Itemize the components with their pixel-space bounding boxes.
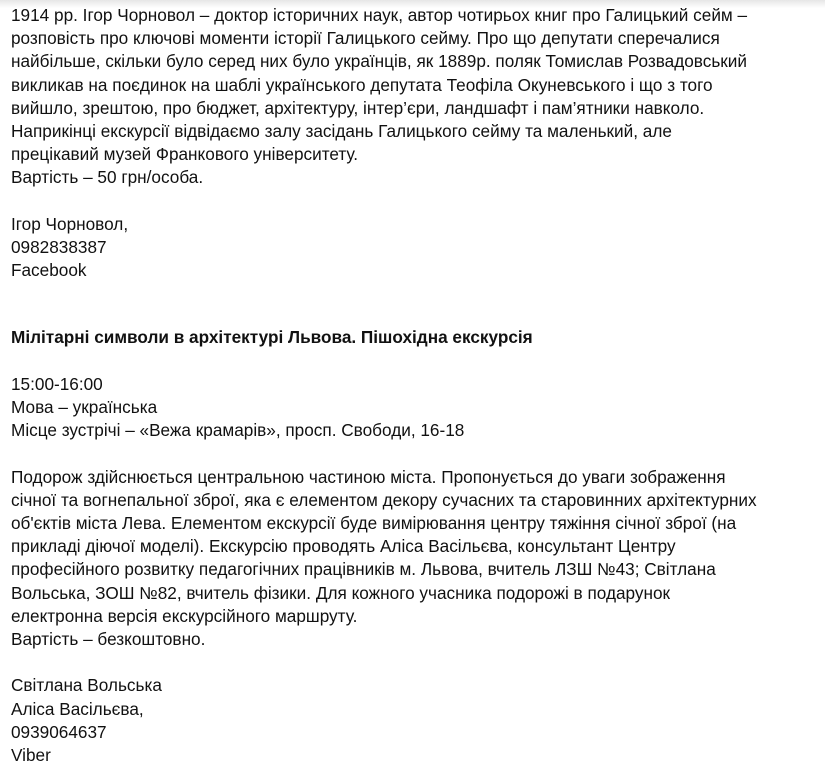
contact-channel: Facebook	[11, 260, 87, 281]
description-line: електронна версія екскурсійного маршруту.	[11, 605, 358, 626]
contact-name: Аліса Васільєва,	[11, 698, 144, 719]
spacer	[11, 350, 821, 373]
price-text: Вартість – 50 грн/особа.	[11, 167, 204, 188]
meeting-place: Місце зустрічі – «Вежа крамарів», просп. Свободи, 16-18	[11, 420, 465, 441]
contact-channel: Viber	[11, 745, 51, 766]
description-line: об'єктів міста Лева. Елементом екскурсії буде вимірювання центру тяжіння січної зброї (на	[11, 513, 737, 534]
description-line: прикладі діючої моделі). Екскурсію проводять Аліса Васільєва, консультант Центру	[11, 536, 676, 557]
description-line: 1914 рр. Ігор Чорновол – доктор історичних наук, автор чотирьох книг про Галицький сейм –	[11, 5, 748, 25]
description-line: Вольська, ЗОШ №82, вчитель фізики. Для кожного учасника подорожі в подарунок	[11, 582, 671, 603]
contact-name: Ігор Чорновол,	[11, 213, 129, 234]
description-line: найбільше, скільки було серед них було українців, як 1889р. поляк Томислав Розвадовський	[11, 51, 748, 72]
document-body	[11, 4, 821, 767]
spacer	[11, 651, 821, 674]
description-line: вийшло, зрештою, про бюджет, архітектуру, інтер’єри, ландшафт і пам’ятники навколо.	[11, 97, 705, 118]
description-line: прецікавий музей Франкового університету.	[11, 144, 359, 165]
price-text: Вартість – безкоштовно.	[11, 629, 206, 650]
description-line: Подорож здійснюється центральною частиною міста. Пропонується до уваги зображення	[11, 466, 726, 487]
description-line: Наприкінці екскурсії відвідаємо залу засідань Галицького сейму та маленький, але	[11, 121, 672, 142]
description-line: викликав на поєдинок на шаблі українського депутата Теофіла Окуневського і що з того	[11, 74, 713, 95]
contact-phone: 0982838387	[11, 237, 107, 258]
event-language: Мова – українська	[11, 397, 158, 418]
event-galician-sejm	[11, 4, 821, 282]
description-line: професійного розвитку педагогічних працівників м. Львова, вчитель ЛЗШ №43; Світлана	[11, 559, 716, 580]
spacer	[11, 442, 821, 465]
contact-name: Світлана Вольська	[11, 675, 162, 696]
contact-phone: 0939064637	[11, 721, 107, 742]
description-line: січної та вогнепальної зброї, яка є елементом декору сучасних та старовинних архітектурних	[11, 489, 757, 510]
event-time: 15:00-16:00	[11, 373, 103, 394]
description-line: розповість про ключові моменти історії Галицького сейму. Про що депутати сперечалися	[11, 28, 720, 49]
event-military-symbols	[11, 326, 821, 767]
spacer	[11, 282, 821, 326]
spacer	[11, 190, 821, 213]
event-title: Мілітарні символи в архітектурі Львова. Пішохідна екскурсія	[11, 327, 533, 348]
